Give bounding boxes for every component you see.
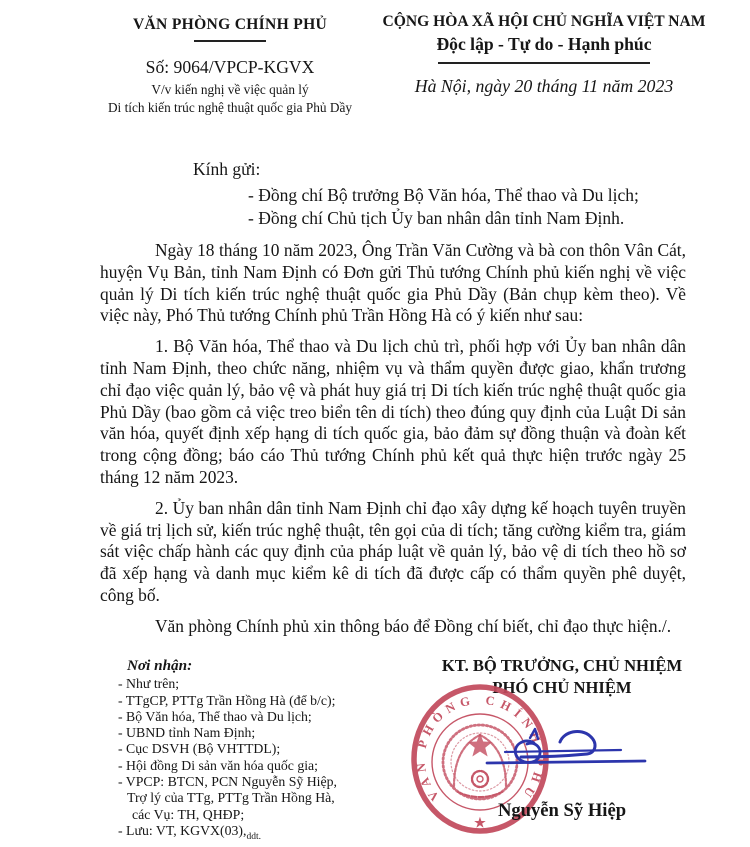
luu-text: - Lưu: VT, KGVX(03), <box>118 822 247 838</box>
seal-arc-text-left: VĂN PHÒNG <box>413 693 473 804</box>
notify-line: - Bộ Văn hóa, Thể thao và Du lịch; <box>118 708 312 724</box>
notify-label: Nơi nhận: <box>127 657 193 674</box>
signer-name: Nguyễn Sỹ Hiệp <box>497 800 627 821</box>
letter-body <box>100 240 686 647</box>
notify-line: - VPCP: BTCN, PCN Nguyễn Sỹ Hiệp, <box>118 774 337 790</box>
national-header-block <box>358 13 730 97</box>
issuing-org-block <box>92 16 368 116</box>
notify-line: - Như trên; <box>118 676 180 692</box>
subject-line-2: Di tích kiến trúc nghệ thuật quốc gia Phủ Dầy <box>107 100 353 115</box>
notify-line-luu <box>118 823 337 845</box>
notify-block <box>118 658 337 845</box>
notify-line: Trợ lý của TTg, PTTg Trần Hồng Hà, <box>127 790 335 806</box>
place-and-date: Hà Nội, ngày 20 tháng 11 năm 2023 <box>414 76 674 96</box>
national-motto: Độc lập - Tự do - Hạnh phúc <box>436 34 652 54</box>
notify-line: các Vụ: TH, QHĐP; <box>132 806 245 822</box>
greeting-recipient: - Đồng chí Bộ trưởng Bộ Văn hóa, Thể thao và Du lịch; <box>248 185 639 205</box>
luu-subscript: ddt. <box>246 831 261 842</box>
notify-line: - UBND tỉnh Nam Định; <box>118 725 256 741</box>
body-paragraph: Ngày 18 tháng 10 năm 2023, Ông Trần Văn Cường và bà con thôn Vân Cát, huyện Vụ Bản, tỉnh Nam Định có Đơn gửi Thủ tướng Chính phủ kiến nghị về việc quản lý Di tích kiến trúc nghệ thuật quốc gia Phủ Dầy (Bản chụp kèm theo). Về việc này, Phó Thủ tướng Chính phủ Trần Hồng Hà có ý kiến như sau: <box>100 240 686 326</box>
body-paragraph: 1. Bộ Văn hóa, Thể thao và Du lịch chủ trì, phối hợp với Ủy ban nhân dân tỉnh Nam Định, theo chức năng, nhiệm vụ và thẩm quyền được giao, khẩn trương chỉ đạo việc quản lý, bảo vệ và phát huy giá trị Di tích kiến trúc nghệ thuật quốc gia Phủ Dầy (bao gồm cả việc treo biển tên di tích) theo đúng quy định của Luật Di sản văn hóa, quyết định xếp hạng di tích quốc gia, bảo đảm sự đồng thuận và đoàn kết trong cộng đồng; báo cáo Thủ tướng Chính phủ kết quả thực hiện trước ngày 25 tháng 12 năm 2023. <box>100 336 686 487</box>
greeting-label: Kính gửi: <box>193 159 261 179</box>
seal-bottom-star-icon: ★ <box>474 815 486 830</box>
national-title: CỘNG HÒA XÃ HỘI CHỦ NGHĨA VIỆT NAM <box>382 13 706 30</box>
body-paragraph: 2. Ủy ban nhân dân tỉnh Nam Định chỉ đạo xây dựng kế hoạch tuyên truyền về giá trị lịch sử, kiến trúc nghệ thuật, tên gọi của di tích; tăng cường kiểm tra, giám sát việc chấp hành các quy định của pháp luật về quản lý, bảo vệ di tích theo hồ sơ đã xếp hạng và danh mục kiểm kê di tích đã được cấp có thẩm quyền phê duyệt, công bố. <box>100 497 686 605</box>
org-underline <box>194 40 266 42</box>
signer-title-line-2: PHÓ CHỦ NHIỆM <box>492 677 632 697</box>
document-number: Số: 9064/VPCP-KGVX <box>145 57 315 77</box>
seal-arc-text-right: CHÍNH PHỦ <box>484 693 547 801</box>
org-name: VĂN PHÒNG CHÍNH PHỦ <box>132 16 328 33</box>
signature-scribble-icon <box>478 714 663 804</box>
body-paragraph: Văn phòng Chính phủ xin thông báo để Đồng chí biết, chỉ đạo thực hiện./. <box>155 615 672 636</box>
greeting-recipient: - Đồng chí Chủ tịch Ủy ban nhân dân tỉnh Nam Định. <box>248 207 625 228</box>
notify-line: - TTgCP, PTTg Trần Hồng Hà (để b/c); <box>118 692 336 708</box>
motto-underline <box>438 62 650 64</box>
notify-line: - Hội đồng Di sản văn hóa quốc gia; <box>118 757 319 773</box>
notify-line: - Cục DSVH (Bộ VHTTDL); <box>118 741 281 757</box>
greeting-recipient-list <box>248 184 639 229</box>
signer-title-line-1: KT. BỘ TRƯỞNG, CHỦ NHIỆM <box>441 656 683 675</box>
subject-line-1: V/v kiến nghị về việc quản lý <box>151 82 309 97</box>
